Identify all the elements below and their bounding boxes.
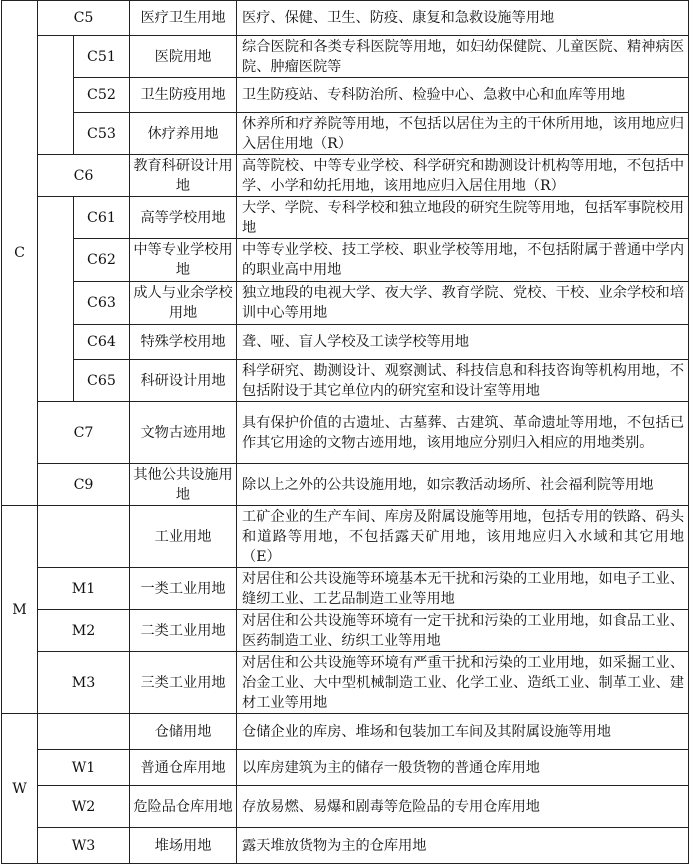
- small-category-code: C65: [74, 360, 130, 402]
- category-name: 仓储用地: [130, 714, 237, 750]
- medium-category-code: [38, 506, 130, 568]
- medium-category-code: M1: [38, 568, 130, 610]
- category-description: 高等院校、中等专业学校、科学研究和勘测设计机构等用地，不包括中学、小学和幼托用地，该用地应归入居住用地（R）: [237, 155, 689, 197]
- small-category-code: C63: [74, 282, 130, 325]
- category-name: 医疗卫生用地: [130, 1, 237, 36]
- medium-category-code: W2: [38, 786, 130, 828]
- table-row: [2, 360, 689, 402]
- medium-category-code: W3: [38, 828, 130, 864]
- category-name: 一类工业用地: [130, 568, 237, 610]
- category-description: 独立地段的电视大学、夜大学、教育学院、党校、干校、业余学校和培训中心等用地: [237, 282, 689, 325]
- small-category-code: C51: [74, 36, 130, 78]
- category-description: 工矿企业的生产车间、库房及附属设施等用地，包括专用的铁路、码头和道路等用地，不包括露天矿用地，该用地应归入水域和其它用地（E）: [237, 506, 689, 568]
- table-row: [2, 402, 689, 464]
- medium-category-code: C5: [38, 1, 130, 36]
- category-name: 教育科研设计用地: [130, 155, 237, 197]
- major-category-code: C: [2, 1, 38, 506]
- category-description: 对居住和公共设施等环境基本无干扰和污染的工业用地，如电子工业、缝纫工业、工艺品制造工业等用地: [237, 568, 689, 610]
- small-category-code: C52: [74, 78, 130, 113]
- category-description: 露天堆放货物为主的仓库用地: [237, 828, 689, 864]
- category-name: 中等专业学校用地: [130, 239, 237, 282]
- category-name: 卫生防疫用地: [130, 78, 237, 113]
- table-row: [2, 155, 689, 197]
- category-name: 高等学校用地: [130, 197, 237, 239]
- category-description: 对居住和公共设施等环境有一定干扰和污染的工业用地，如食品工业、医药制造工业、纺织工业等用地: [237, 610, 689, 652]
- category-name: 三类工业用地: [130, 652, 237, 714]
- table-row: [2, 282, 689, 325]
- category-name: 工业用地: [130, 506, 237, 568]
- small-category-code: C64: [74, 325, 130, 360]
- category-description: 中等专业学校、技工学校、职业学校等用地，不包括附属于普通中学内的职业高中用地: [237, 239, 689, 282]
- category-name: 文物古迹用地: [130, 402, 237, 464]
- medium-category-code: C7: [38, 402, 130, 464]
- category-description: 仓储企业的库房、堆场和包装加工车间及其附属设施等用地: [237, 714, 689, 750]
- category-description: 大学、学院、专科学校和独立地段的研究生院等用地，包括军事院校用地: [237, 197, 689, 239]
- category-description: 卫生防疫站、专科防治所、检验中心、急救中心和血库等用地: [237, 78, 689, 113]
- category-name: 特殊学校用地: [130, 325, 237, 360]
- table-row: [2, 1, 689, 36]
- category-name: 二类工业用地: [130, 610, 237, 652]
- medium-category-code: C9: [38, 464, 130, 506]
- table-row: [2, 78, 689, 113]
- table-row: [2, 197, 689, 239]
- medium-category-code: W1: [38, 750, 130, 786]
- category-name: 休疗养用地: [130, 113, 237, 155]
- small-category-code: C53: [74, 113, 130, 155]
- small-category-code: C62: [74, 239, 130, 282]
- category-name: 堆场用地: [130, 828, 237, 864]
- table-row: [2, 652, 689, 714]
- small-category-code: C61: [74, 197, 130, 239]
- category-description: 对居住和公共设施等环境有严重干扰和污染的工业用地，如采掘工业、冶金工业、大中型机械制造工业、化学工业、造纸工业、制革工业、建材工业等用地: [237, 652, 689, 714]
- medium-category-code: C6: [38, 155, 130, 197]
- table-row: [2, 610, 689, 652]
- table-row: [2, 325, 689, 360]
- category-description: 以库房建筑为主的储存一般货物的普通仓库用地: [237, 750, 689, 786]
- category-name: 普通仓库用地: [130, 750, 237, 786]
- category-description: 医疗、保健、卫生、防疫、康复和急救设施等用地: [237, 1, 689, 36]
- table-row: [2, 506, 689, 568]
- major-category-code: M: [2, 506, 38, 714]
- medium-category-code: M3: [38, 652, 130, 714]
- category-description: 存放易燃、易爆和剧毒等危险品的专用仓库用地: [237, 786, 689, 828]
- category-description: 综合医院和各类专科医院等用地，如妇幼保健院、儿童医院、精神病医院、肿瘤医院等: [237, 36, 689, 78]
- category-name: 医院用地: [130, 36, 237, 78]
- table-row: [2, 113, 689, 155]
- category-name: 成人与业余学校用地: [130, 282, 237, 325]
- empty-medium-cell: [38, 36, 74, 155]
- category-name: 危险品仓库用地: [130, 786, 237, 828]
- table-row: [2, 239, 689, 282]
- category-description: 休养所和疗养院等用地，不包括以居住为主的干休所用地，该用地应归入居住用地（R）: [237, 113, 689, 155]
- table-row: [2, 568, 689, 610]
- category-description: 具有保护价值的古遗址、古墓葬、古建筑、革命遗址等用地，不包括已作其它用途的文物古迹用地，该用地应分别归入相应的用地类别。: [237, 402, 689, 464]
- medium-category-code: [38, 714, 130, 750]
- category-name: 科研设计用地: [130, 360, 237, 402]
- empty-medium-cell: [38, 197, 74, 402]
- category-description: 科学研究、勘测设计、观察测试、科技信息和科技咨询等机构用地，不包括附设于其它单位内的研究室和设计室等用地: [237, 360, 689, 402]
- major-category-code: W: [2, 714, 38, 864]
- table-row: [2, 786, 689, 828]
- table-row: [2, 750, 689, 786]
- table-row: [2, 464, 689, 506]
- category-description: 除以上之外的公共设施用地，如宗教活动场所、社会福利院等用地: [237, 464, 689, 506]
- land-use-classification-table: [1, 0, 689, 864]
- medium-category-code: M2: [38, 610, 130, 652]
- category-name: 其他公共设施用地: [130, 464, 237, 506]
- category-description: 聋、哑、盲人学校及工读学校等用地: [237, 325, 689, 360]
- table-row: [2, 828, 689, 864]
- table-row: [2, 714, 689, 750]
- table-row: [2, 36, 689, 78]
